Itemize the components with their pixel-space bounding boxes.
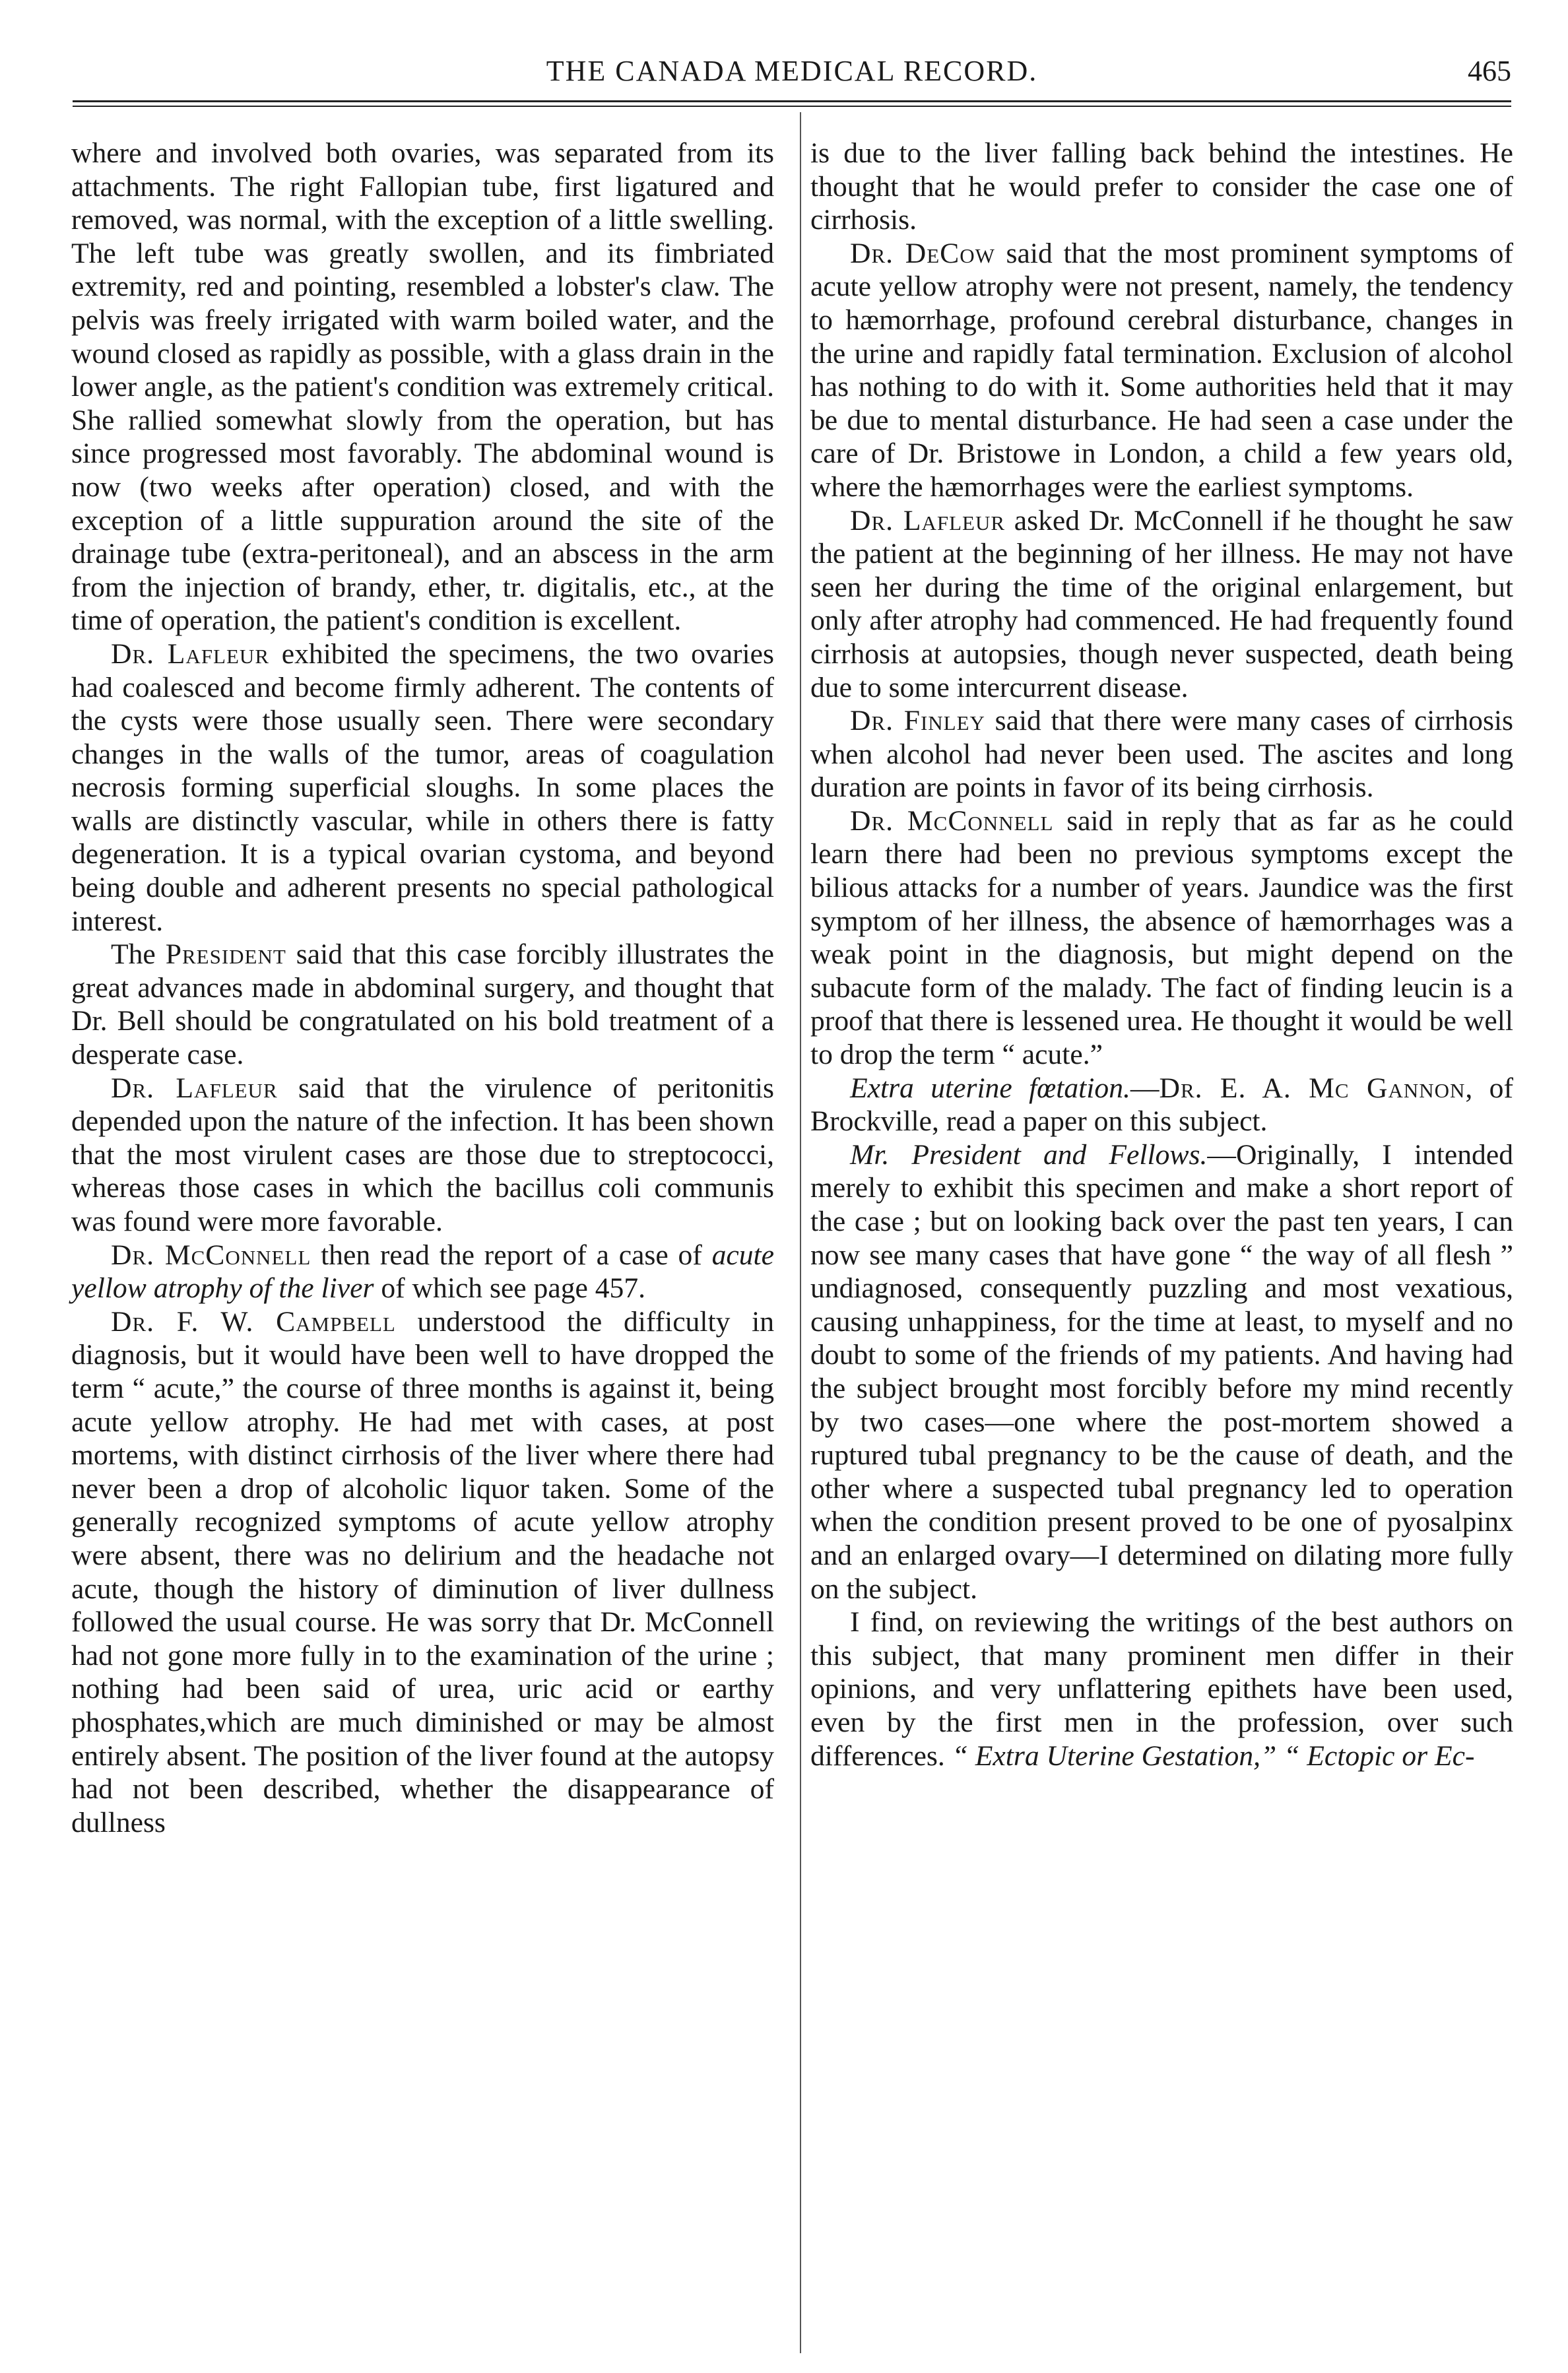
paragraph-president-remarks — [71, 938, 774, 1071]
speaker-name: Dr. Finley — [850, 705, 985, 737]
speaker-name: Dr. McConnell — [111, 1239, 311, 1271]
paragraph-literature-review — [810, 1606, 1513, 1772]
paragraph-text: said that there were many cases of cirrhosis when alcohol had never been used. The ascites and long duration are points in favor of its being cirrhosis. — [810, 705, 1514, 804]
right-column — [810, 137, 1513, 1772]
paragraph-text: said that this case forcibly illustrates the great advances made in abdominal surgery, and thought that Dr. Bell should be congratulated on his bold treatment of a desperate case. — [71, 938, 774, 1071]
speaker-name: Dr. Lafleur — [111, 1072, 278, 1104]
section-title: Extra uterine fœtation. — [850, 1072, 1130, 1104]
speaker-name: Dr. F. W. Campbell — [111, 1305, 396, 1338]
paragraph-mcconnell-reply — [810, 804, 1513, 1072]
speaker-name: Dr. E. A. Mc Gannon — [1159, 1072, 1466, 1104]
paragraph-text: —Originally, I intended merely to exhibit this specimen and make a short report of the case ; but on looking back over the past ten years, I can now see many cases that have gone “ the way of all flesh ” undiagnosed, consequently puzzling and most vexatious, causing unhappiness, for the time at least, to myself and no doubt to some of the friends of my patients. And having had the subject brought most forcibly before my mind recently by two cases—one where the post-mortem showed a ruptured tubal pregnancy to be the cause of death, and the other where a suspected tubal pregnancy led to operation when the condition present proved to be one of pyosalpinx and an enlarged ovary—I determined on dilating more fully on the subject. — [810, 1138, 1513, 1605]
left-column — [71, 137, 774, 1839]
paragraph-text: said in reply that as far as he could learn there had been no previous symptoms except the bilious attacks for a number of years. Jaundice was the first symptom of her illness, the absence of hæmorrhages was a weak point in the diagnosis, but might depend on the subacute form of the malady. The fact of finding leucin is a proof that there is lessened urea. He thought it would be well to drop the term “ acute.” — [810, 804, 1513, 1071]
speaker-name: Dr. DeCow — [850, 237, 995, 269]
paragraph-text: I find, on reviewing the writings of the best authors on this subject, that many prominent men differ in their opinions, and very unflattering epithets have been used, even by the first men in the profession, over such differences. — [810, 1606, 1513, 1772]
quoted-terms: “ Extra Uterine Gestation,” “ Ectopic or Ec- — [952, 1739, 1475, 1772]
speaker-name: President — [165, 938, 286, 971]
paragraph-lead: The — [111, 938, 166, 971]
header-rule-secondary — [73, 106, 1511, 107]
paragraph-text: then read the report of a case of — [311, 1239, 712, 1271]
em-dash: — — [1130, 1072, 1160, 1104]
journal-title: THE CANADA MEDICAL RECORD. — [546, 55, 1038, 87]
paragraph-mcconnell-report — [71, 1239, 774, 1305]
paragraph-text: said that the virulence of peritonitis depended upon the nature of the infection. It has been shown that the most virulent cases are those due to streptococci, whereas those cases in which the bacillus coli communis was found were more favorable. — [71, 1072, 774, 1237]
speaker-name: Dr. Lafleur — [850, 504, 1006, 536]
paragraph-extra-uterine-heading — [810, 1072, 1513, 1138]
paragraph-text: asked Dr. McConnell if he thought he saw the patient at the beginning of her illness. He may not have seen her during the time of the original enlargement, but only after atrophy had commenced. He had frequently found cirrhosis at autopsies, though never suspected, death being due to some intercurrent disease. — [810, 504, 1514, 703]
paragraph-ovaries-operation: where and involved both ovaries, was separated from its attachments. The right Fallopian tube, first ligatured and removed, was normal, with the exception of a little swelling. The left tube was greatly swollen, and its fimbriated extremity, red and pointing, resembled a lobster's claw. The pelvis was freely irrigated with warm boiled water, and the wound closed as rapidly as possible, with a glass drain in the lower angle, as the patient's condition was extremely critical. She rallied somewhat slowly from the operation, but has since progressed most favorably. The abdominal wound is now (two weeks after operation) closed, and with the exception of a little suppuration around the site of the drainage tube (extra-peritoneal), and an abscess in the arm from the injection of brandy, ether, tr. digitalis, etc., at the time of operation, the patient's condition is excellent. — [71, 137, 774, 637]
paragraph-campbell-discussion — [71, 1305, 774, 1840]
paragraph-lafleur-peritonitis — [71, 1072, 774, 1239]
column-divider — [800, 112, 801, 2353]
paragraph-text: , of Brockville, read a paper on this subject. — [810, 1072, 1513, 1138]
salutation: Mr. President and Fellows. — [850, 1138, 1208, 1171]
paragraph-text: exhibited the specimens, the two ovaries had coalesced and become firmly adherent. The contents of the cysts were those usually seen. There were secondary changes in the walls of the tumor, areas of coagulation necrosis forming superficial sloughs. In some places the walls are distinctly vascular, while in others there is fatty degeneration. It is a typical ovarian cystoma, and beyond being double and adherent presents no special pathological interest. — [71, 637, 774, 937]
speaker-name: Dr. McConnell — [850, 804, 1054, 837]
paragraph-text: said that the most prominent symptoms of acute yellow atrophy were not present, namely, the tendency to hæmorrhage, profound cerebral disturbance, changes in the urine and rapidly fatal termination. Exclusion of alcohol has nothing to do with it. Some authorities held that it may be due to mental disturbance. He had seen a case under the care of Dr. Bristowe in London, a child a few years old, where the hæmorrhages were the earliest symptoms. — [810, 237, 1513, 503]
page-number: 465 — [1468, 55, 1511, 87]
running-head — [73, 54, 1511, 94]
paragraph-paper-introduction — [810, 1138, 1513, 1606]
paragraph-finley-remarks — [810, 704, 1513, 804]
case-title: acute yellow atrophy of the liver — [71, 1239, 774, 1305]
speaker-name: Dr. Lafleur — [111, 637, 269, 670]
paragraph-decow-remarks — [810, 237, 1513, 504]
header-rule — [73, 100, 1511, 102]
paragraph-liver-continuation: is due to the liver falling back behind the intestines. He thought that he would prefer to consider the case one of cirrhosis. — [810, 137, 1513, 236]
paragraph-text: understood the difficulty in diagnosis, but it would have been well to have dropped the term “ acute,” the course of three months is against it, being acute yellow atrophy. He had met with cases, at post mortems, with distinct cirrhosis of the liver where there had never been a drop of alcoholic liquor taken. Some of the generally recognized symptoms of acute yellow atrophy were absent, there was no delirium and the headache not acute, though the history of diminution of liver dullness followed the usual course. He was sorry that Dr. McConnell had not gone more fully in to the examination of the urine ; nothing had been said of urea, uric acid or earthy phosphates,which are much diminished or may be almost entirely absent. The position of the liver found at the autopsy had not been described, whether the disappearance of dullness — [71, 1305, 774, 1838]
paragraph-text: of which see page 457. — [374, 1272, 646, 1305]
paragraph-lafleur-question — [810, 504, 1513, 705]
paragraph-lafleur-specimens — [71, 637, 774, 938]
